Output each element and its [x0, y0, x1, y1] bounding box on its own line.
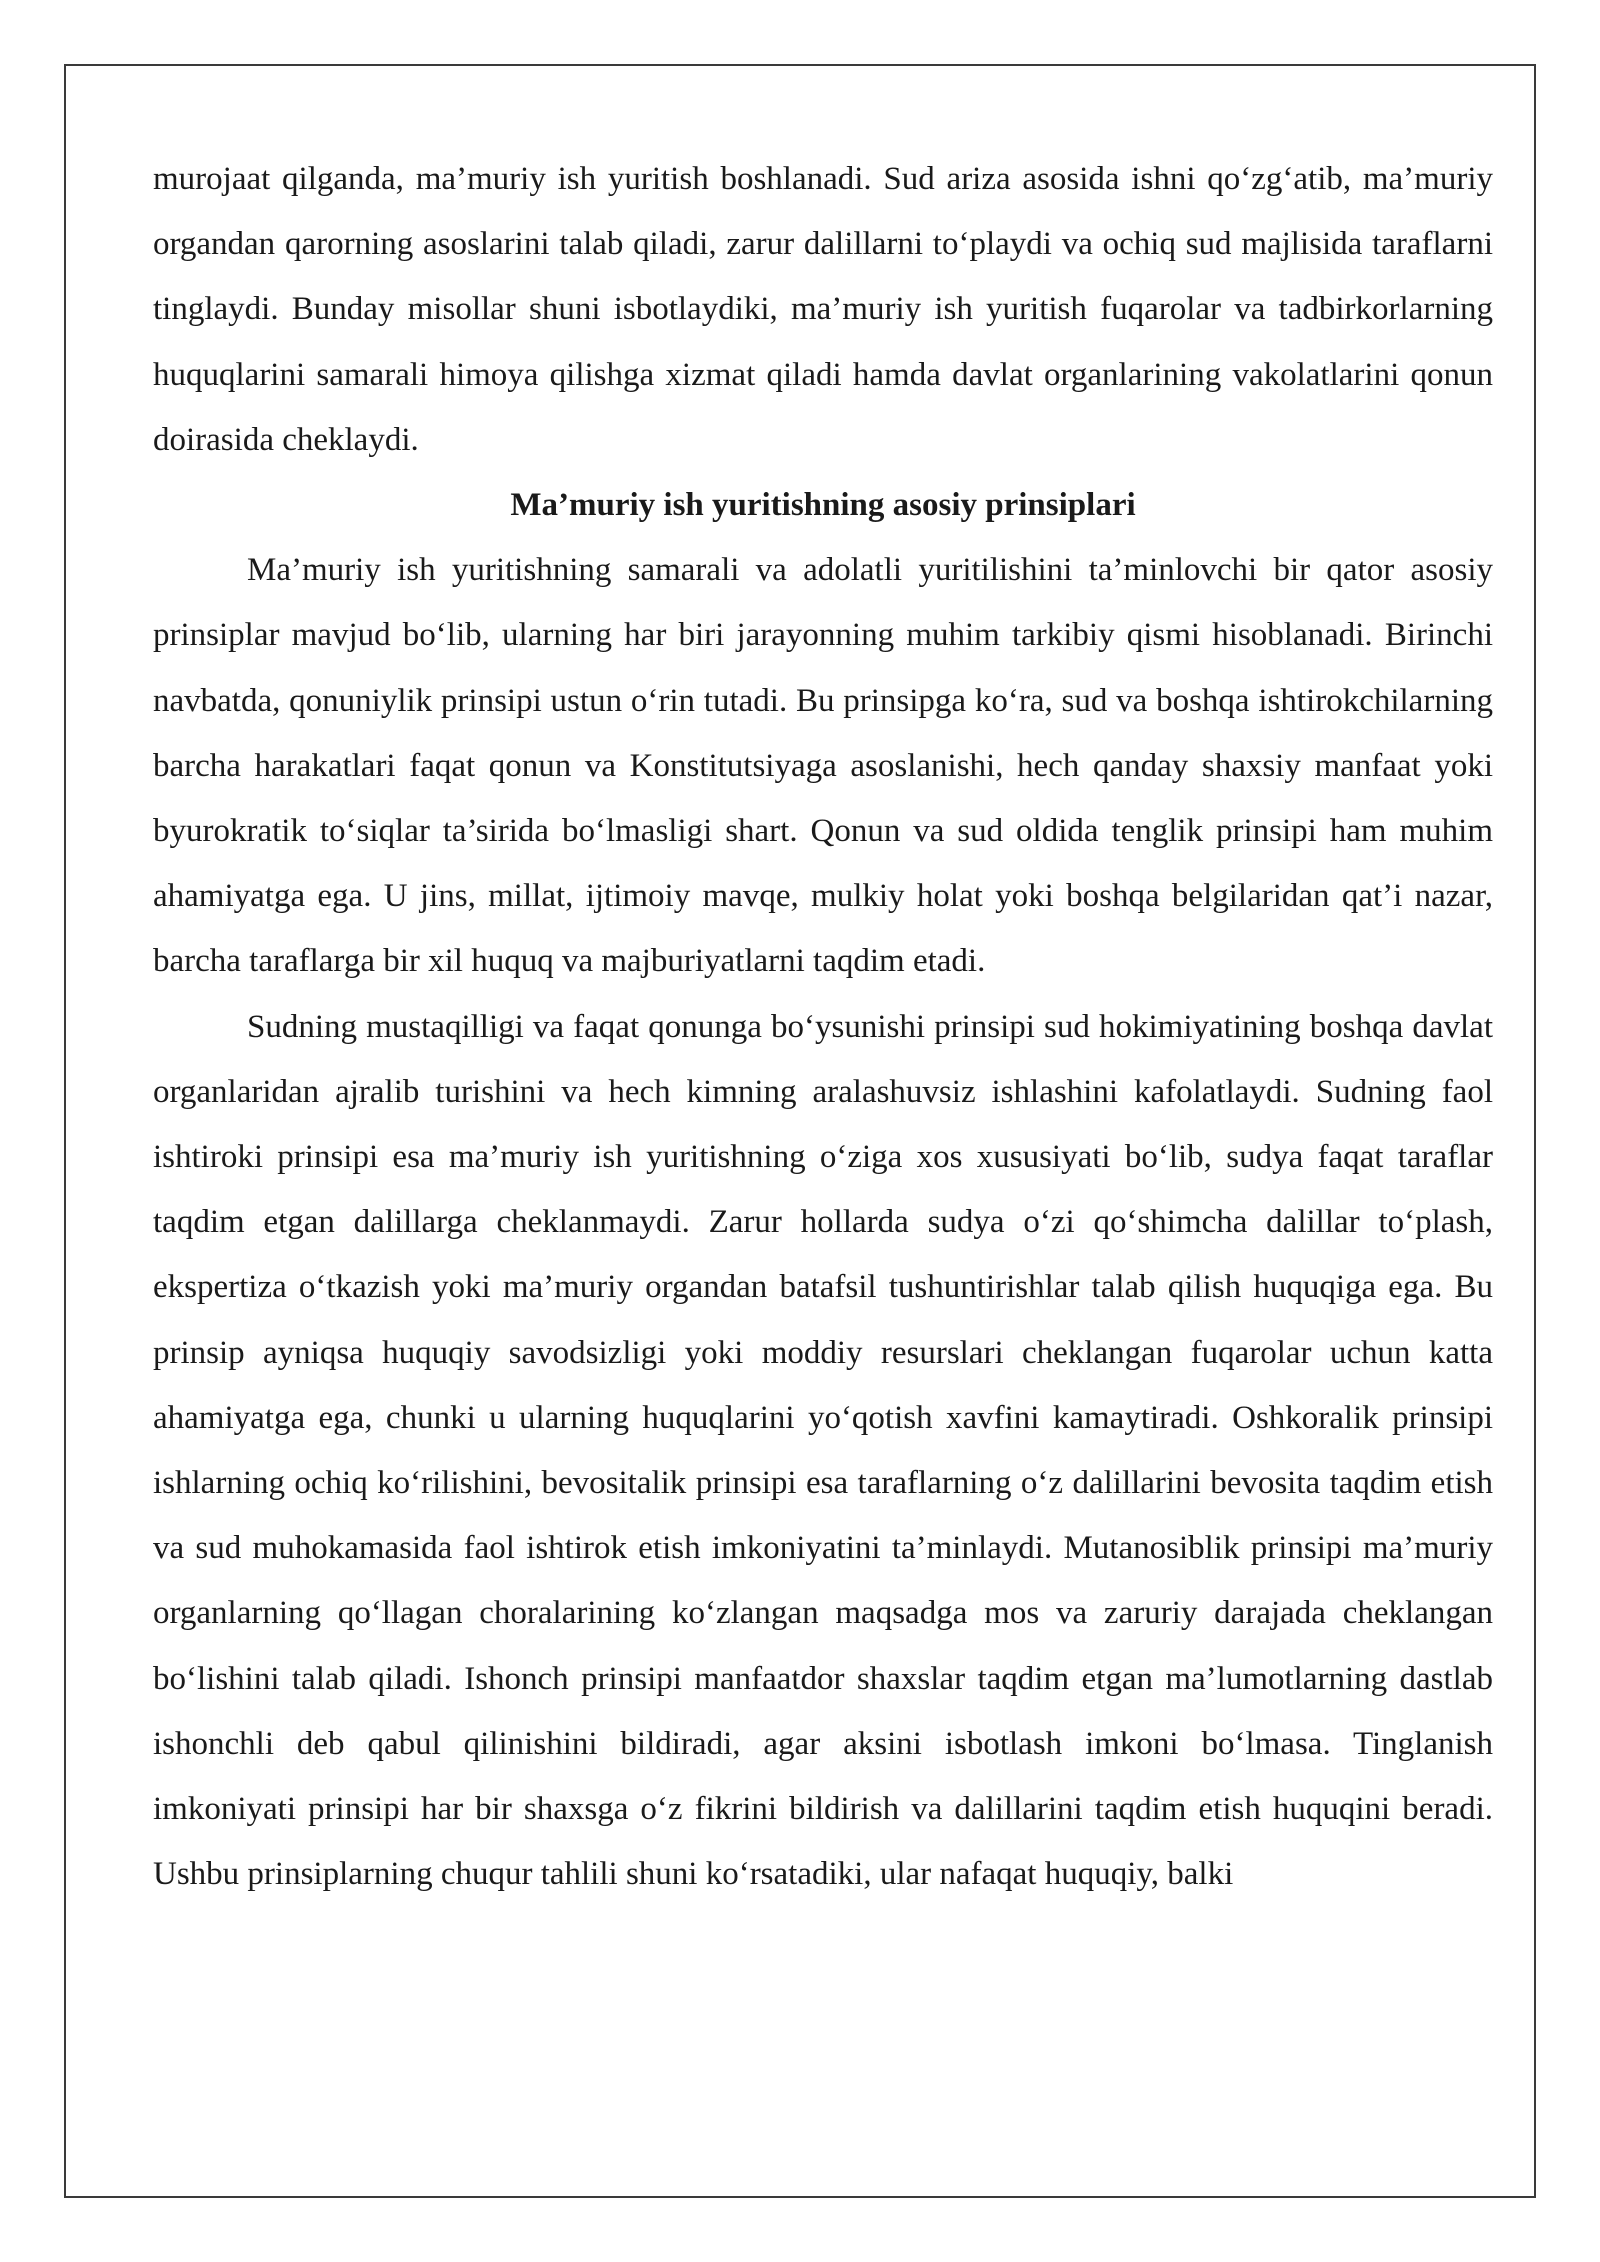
paragraph-continuation: murojaat qilganda, ma’muriy ish yuritish boshlanadi. Sud ariza asosida ishni qo‘zg‘atib, ma’muriy organdan qarorning asoslarini talab qiladi, zarur dalillarni to‘playdi va ochiq sud majlisida taraflarni tinglaydi. Bunday misollar shuni isbotlaydiki, ma’muriy ish yuritish fuqarolar va tadbirkorlarning huquqlarini samarali himoya qilishga xizmat qiladi hamda davlat organlarining vakolatlarini qonun doirasida cheklaydi.: [153, 161, 1493, 458]
paragraph-principles-detail: Sudning mustaqilligi va faqat qonunga bo‘ysunishi prinsipi sud hokimiyatining boshqa davlat organlaridan ajralib turishini va hech kimning aralashuvsiz ishlashini kafolatlaydi. Sudning faol ishtiroki prinsipi esa ma’muriy ish yuritishning o‘ziga xos xususiyati bo‘lib, sudya faqat taraflar taqdim etgan dalillarga cheklanmaydi. Zarur hollarda sudya o‘zi qo‘shimcha dalillar to‘plash, ekspertiza o‘tkazish yoki ma’muriy organdan batafsil tushuntirishlar talab qilish huquqiga ega. Bu prinsip ayniqsa huquqiy savodsizligi yoki moddiy resurslari cheklangan fuqarolar uchun katta ahamiyatga ega, chunki u ularning huquqlarini yo‘qotish xavfini kamaytiradi. Oshkoralik prinsipi ishlarning ochiq ko‘rilishini, bevositalik prinsipi esa taraflarning o‘z dalillarini bevosita taqdim etish va sud muhokamasida faol ishtirok etish imkoniyatini ta’minlaydi. Mutanosiblik prinsipi ma’muriy organlarning qo‘llagan choralarining ko‘zlangan maqsadga mos va zaruriy darajada cheklangan bo‘lishini talab qiladi. Ishonch prinsipi manfaatdor shaxslar taqdim etgan ma’lumotlarning dastlab ishonchli deb qabul qilinishini bildiradi, agar aksini isbotlash imkoni bo‘lmasa. Tinglanish imkoniyati prinsipi har bir shaxsga o‘z fikrini bildirish va dalillarini taqdim etish huquqini beradi. Ushbu prinsiplarning chuqur tahlili shuni ko‘rsatadiki, ular nafaqat huquqiy, balki: [153, 1008, 1493, 1893]
paragraph-principles-intro: Ma’muriy ish yuritishning samarali va adolatli yuritilishini ta’minlovchi bir qator asosiy prinsiplar mavjud bo‘lib, ularning har biri jarayonning muhim tarkibiy qismi hisoblanadi. Birinchi navbatda, qonuniylik prinsipi ustun o‘rin tutadi. Bu prinsipga ko‘ra, sud va boshqa ishtirokchilarning barcha harakatlari faqat qonun va Konstitutsiyaga asoslanishi, hech qanday shaxsiy manfaat yoki byurokratik to‘siqlar ta’sirida bo‘lmasligi shart. Qonun va sud oldida tenglik prinsipi ham muhim ahamiyatga ega. U jins, millat, ijtimoiy mavqe, mulkiy holat yoki boshqa belgilaridan qat’i nazar, barcha taraflarga bir xil huquq va majburiyatlarni taqdim etadi.: [153, 552, 1493, 980]
section-heading: Ma’muriy ish yuritishning asosiy prinsiplari: [510, 487, 1136, 524]
document-body: [153, 147, 1493, 1907]
